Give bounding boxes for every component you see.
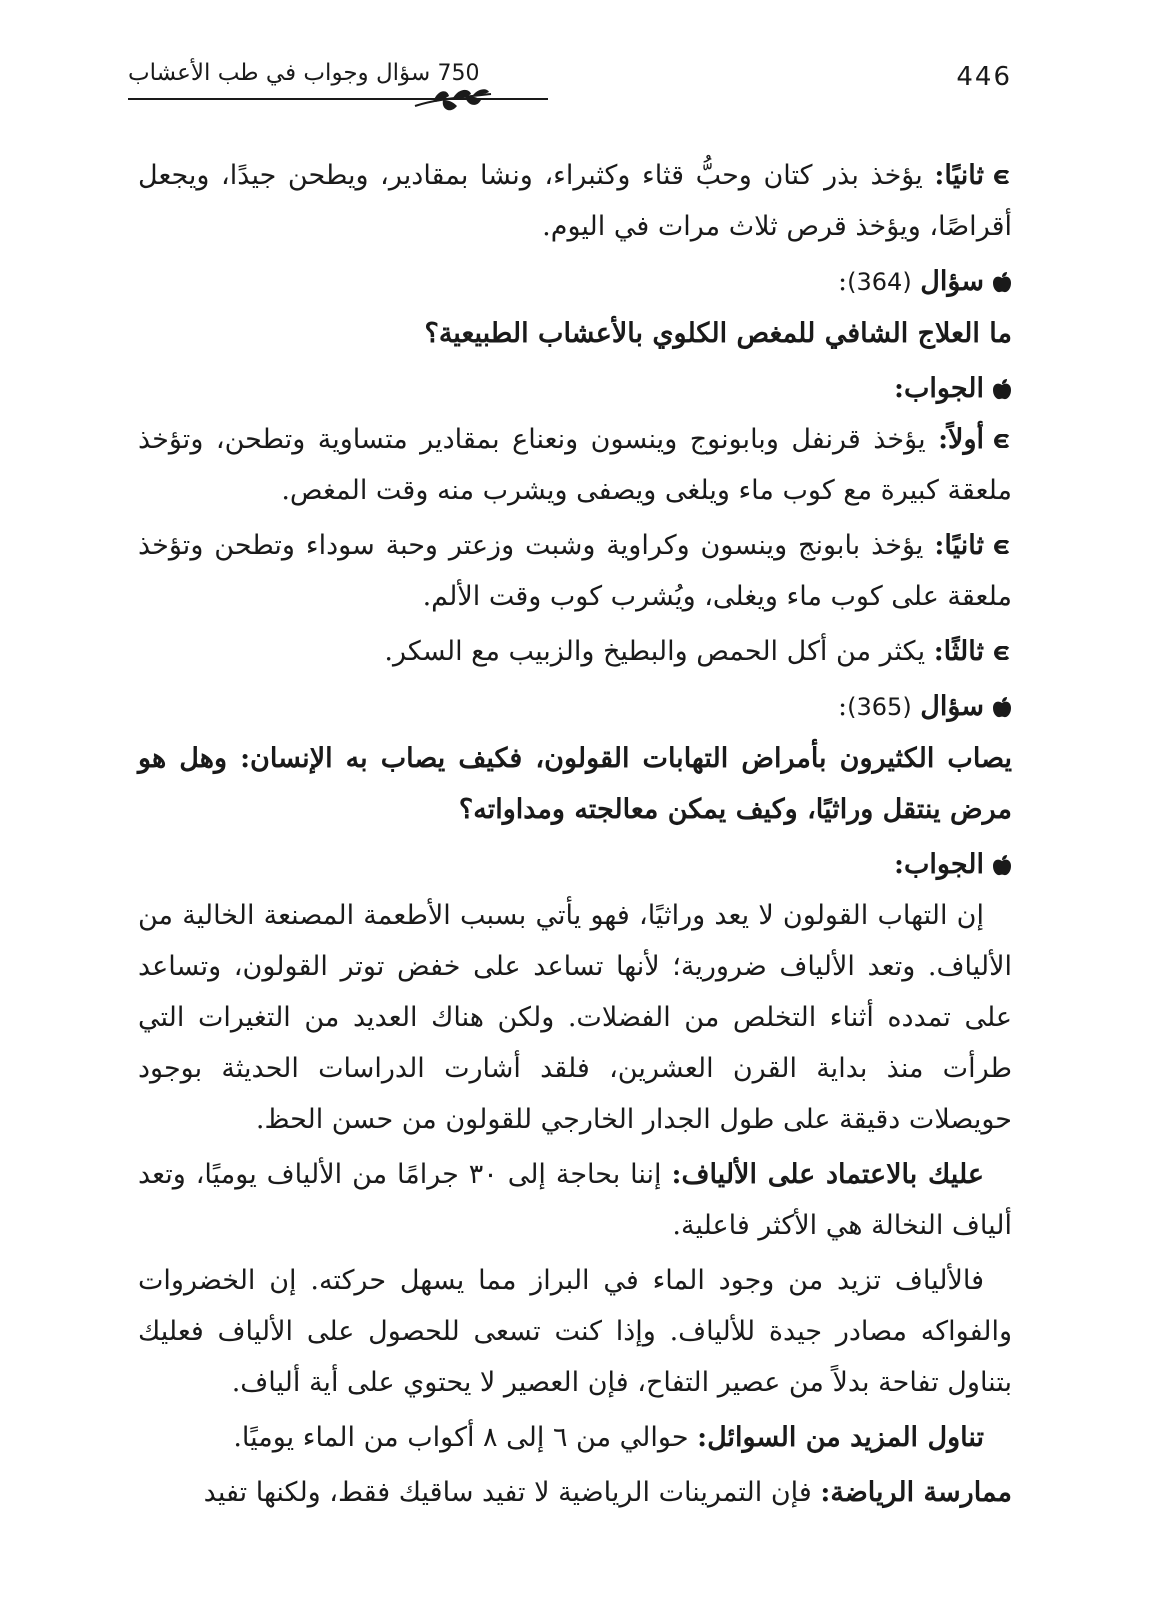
paragraph-fiber-sources: فالألياف تزيد من وجود الماء في البراز مما يسهل حركته. إن الخضروات والفواكه مصادر جيدة للألياف. وإذا كنت تسعى للحصول على الألياف فعليك بتناول تفاحة بدلاً من عصير التفاح، فإن العصير لا يحتوي على أية ألياف. [138,1265,1012,1398]
paragraph-colon-inflammation: إن التهاب القولون لا يعد وراثيًا، فهو يأتي بسبب الأطعمة المصنعة الخالية من الألياف. وتعد الألياف ضرورية؛ لأنها تساعد على خفض توتر القولون، وتساعد على تمدده أثناء التخلص من الفضلات. ولكن هناك العديد من التغيرات التي طرأت منذ بداية القرن العشرين، فلقد أشارت الدراسات الحديثة بوجود حويصلات دقيقة على طول الجدار الخارجي للقولون من حسن الحظ. [138,900,1012,1135]
paragraph-exercise [138,1467,1012,1518]
paragraph-text: يؤخذ بابونج وينسون وكراوية وشبت وزعتر وحبة سوداء وتطحن وتؤخذ ملعقة على كوب ماء ويغلى، ويُشرب كوب وقت الألم. [138,530,1012,612]
answer-label: الجواب: [894,373,984,404]
page-body [138,150,1012,1522]
page-header [128,58,1012,128]
paragraph-fiber [138,1149,1012,1251]
paragraph-text: يؤخذ قرنفل وبابونوج وينسون ونعناع بمقادير متساوية وتطحن، وتؤخذ ملعقة كبيرة مع كوب ماء ويلغى ويصفى ويشرب منه وقت المغص. [138,424,1012,506]
apple-icon [992,378,1012,400]
paragraph-text: فإن التمرينات الرياضية لا تفيد ساقيك فقط، ولكنها تفيد [203,1477,812,1508]
running-title [128,60,480,86]
lead-firstly: أولاً: [938,424,984,455]
lead-fiber: عليك بالاعتماد على الألياف: [671,1159,984,1190]
lead-secondly: ثانيًا: [934,160,984,191]
circled-hook-bullet-icon [992,434,1012,448]
lead-exercise: ممارسة الرياضة: [820,1477,1012,1508]
circled-hook-bullet-icon [992,540,1012,554]
answer-label: الجواب: [894,849,984,880]
paragraph-text: إننا بحاجة إلى ٣٠ جرامًا من الألياف يوميًا، وتعد ألياف النخالة هي الأكثر فاعلية. [138,1159,1012,1241]
circled-hook-bullet-icon [992,646,1012,660]
question-365-heading [138,681,1012,733]
answer-365-heading [138,839,1012,890]
paragraph-thirdly [138,626,1012,677]
lead-secondly: ثانيًا: [934,530,984,561]
answer-364-heading [138,363,1012,414]
question-colon: : [838,691,848,722]
paragraph-secondly-1 [138,150,1012,252]
lead-thirdly: ثالثًا: [933,636,984,667]
apple-icon [992,854,1012,876]
question-number: (365) [847,693,912,721]
running-title-text: سؤال وجواب في طب الأعشاب [128,60,431,86]
question-365-text: يصاب الكثيرون بأمراض التهابات القولون، فكيف يصاب به الإنسان: وهل هو مرض ينتقل وراثيًا، وكيف يمكن معالجته ومداواته؟ [138,743,1012,825]
question-colon: : [838,266,848,297]
paragraph-fluids [138,1412,1012,1463]
paragraph-firstly [138,414,1012,516]
apple-icon [992,696,1012,718]
running-title-number: 750 [437,61,480,86]
lead-fluids: تناول المزيد من السوائل: [697,1422,984,1453]
question-364-text: ما العلاج الشافي للمغص الكلوي بالأعشاب الطبيعية؟ [424,318,1012,349]
circled-hook-bullet-icon [992,170,1012,184]
question-number: (364) [847,268,912,296]
leaf-ornament-icon [413,86,493,114]
question-label: سؤال [920,266,984,297]
page-number: 446 [956,62,1012,92]
paragraph-text: يؤخذ بذر كتان وحبُّ قثاء وكثبراء، ونشا بمقادير، ويطحن جيدًا، ويجعل أقراصًا، ويؤخذ قرص ثلاث مرات في اليوم. [138,160,1012,242]
paragraph-text: حوالي من ٦ إلى ٨ أكواب من الماء يوميًا. [233,1422,689,1453]
paragraph-secondly-2 [138,520,1012,622]
question-label: سؤال [920,691,984,722]
apple-icon [992,271,1012,293]
paragraph-text: يكثر من أكل الحمص والبطيخ والزبيب مع السكر. [384,636,926,667]
question-364-heading [138,256,1012,308]
